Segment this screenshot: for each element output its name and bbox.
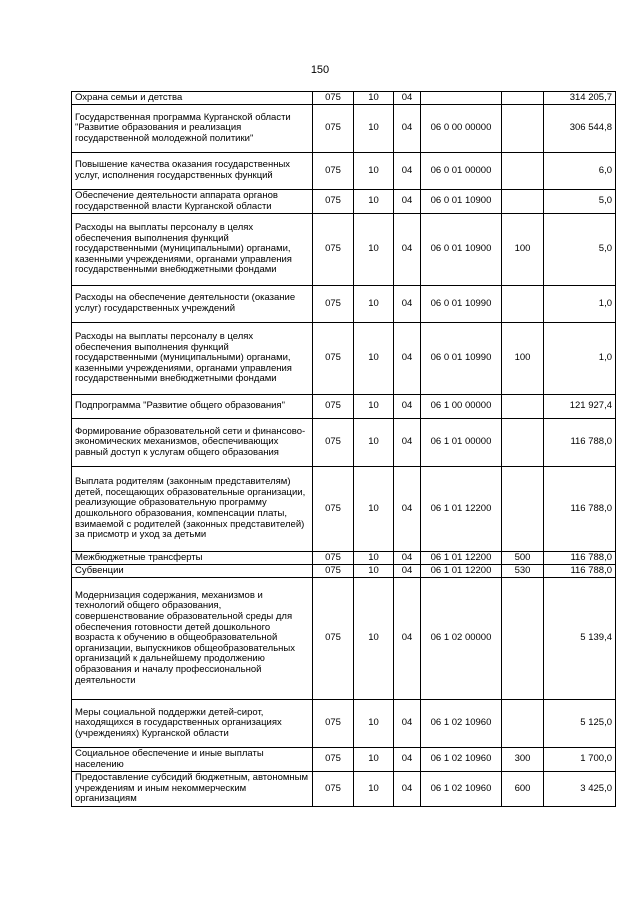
row-target-article-code: 06 1 01 12200 [421,467,502,552]
table-row [72,700,616,748]
row-ved-code: 075 [313,467,354,552]
row-name: Модернизация содержания, механизмов и технологий общего образования, совершенствование образовательной среды для обеспечения готовности детей дошкольного возраста к обучению в общеобразовательной организации, выпускников общеобразовательных организаций к дальнейшему продолжению образования и началу профессиональной деятельности [72,578,313,700]
table-row [72,105,616,153]
row-subsection-code: 04 [394,552,421,565]
row-subsection-code: 04 [394,748,421,772]
row-target-article-code: 06 0 01 00000 [421,153,502,190]
row-amount: 116 788,0 [544,552,616,565]
table-row [72,214,616,286]
row-amount: 306 544,8 [544,105,616,153]
row-ved-code: 075 [313,748,354,772]
row-amount: 3 425,0 [544,772,616,807]
row-section-code: 10 [354,92,394,105]
row-expense-type-code [502,286,544,323]
row-name: Расходы на выплаты персоналу в целях обеспечения выполнения функций государственными (муниципальными) органами, казенными учреждениями, органами управления государственными внебюджетными фондами [72,214,313,286]
row-ved-code: 075 [313,153,354,190]
row-expense-type-code [502,92,544,105]
row-target-article-code: 06 1 02 10960 [421,772,502,807]
row-target-article-code: 06 1 01 12200 [421,552,502,565]
row-amount: 5,0 [544,190,616,214]
row-subsection-code: 04 [394,286,421,323]
row-amount: 116 788,0 [544,467,616,552]
row-section-code: 10 [354,323,394,395]
row-target-article-code: 06 0 01 10900 [421,190,502,214]
row-ved-code: 075 [313,565,354,578]
row-section-code: 10 [354,565,394,578]
table-row [72,772,616,807]
row-subsection-code: 04 [394,153,421,190]
row-subsection-code: 04 [394,467,421,552]
row-amount: 1,0 [544,323,616,395]
row-expense-type-code: 600 [502,772,544,807]
table-row [72,552,616,565]
row-target-article-code: 06 1 00 00000 [421,395,502,419]
row-amount: 5,0 [544,214,616,286]
row-subsection-code: 04 [394,578,421,700]
row-section-code: 10 [354,700,394,748]
row-name: Формирование образовательной сети и финансово-экономических механизмов, обеспечивающих равный доступ к услугам общего образования [72,419,313,467]
row-expense-type-code [502,467,544,552]
row-name: Меры социальной поддержки детей-сирот, находящихся в государственных организациях (учреждениях) Курганской области [72,700,313,748]
row-ved-code: 075 [313,323,354,395]
row-ved-code: 075 [313,395,354,419]
row-target-article-code [421,92,502,105]
row-target-article-code: 06 0 00 00000 [421,105,502,153]
row-target-article-code: 06 1 02 10960 [421,700,502,748]
table-row [72,395,616,419]
row-ved-code: 075 [313,578,354,700]
row-subsection-code: 04 [394,105,421,153]
row-section-code: 10 [354,190,394,214]
row-expense-type-code [502,105,544,153]
row-ved-code: 075 [313,190,354,214]
row-ved-code: 075 [313,552,354,565]
row-expense-type-code [502,153,544,190]
table-row [72,578,616,700]
row-name: Государственная программа Курганской области "Развитие образования и реализация государственной молодежной политики" [72,105,313,153]
row-name: Социальное обеспечение и иные выплаты населению [72,748,313,772]
row-section-code: 10 [354,419,394,467]
row-amount: 5 139,4 [544,578,616,700]
row-section-code: 10 [354,105,394,153]
row-subsection-code: 04 [394,92,421,105]
table-row [72,286,616,323]
row-name: Расходы на выплаты персоналу в целях обеспечения выполнения функций государственными (муниципальными) органами, казенными учреждениями, органами управления государственными внебюджетными фондами [72,323,313,395]
row-section-code: 10 [354,772,394,807]
row-amount: 116 788,0 [544,565,616,578]
row-amount: 1,0 [544,286,616,323]
row-expense-type-code: 100 [502,323,544,395]
row-section-code: 10 [354,286,394,323]
row-name: Охрана семьи и детства [72,92,313,105]
row-subsection-code: 04 [394,323,421,395]
table-row [72,565,616,578]
row-expense-type-code: 300 [502,748,544,772]
table-body [72,92,616,807]
row-name: Повышение качества оказания государственных услуг, исполнения государственных функций [72,153,313,190]
table-row [72,92,616,105]
row-subsection-code: 04 [394,419,421,467]
row-target-article-code: 06 1 01 00000 [421,419,502,467]
row-expense-type-code: 500 [502,552,544,565]
row-name: Обеспечение деятельности аппарата органов государственной власти Курганской области [72,190,313,214]
row-name: Межбюджетные трансферты [72,552,313,565]
row-subsection-code: 04 [394,190,421,214]
row-amount: 6,0 [544,153,616,190]
row-target-article-code: 06 0 01 10990 [421,286,502,323]
row-ved-code: 075 [313,286,354,323]
row-expense-type-code [502,419,544,467]
row-target-article-code: 06 0 01 10900 [421,214,502,286]
row-ved-code: 075 [313,92,354,105]
row-amount: 314 205,7 [544,92,616,105]
row-amount: 5 125,0 [544,700,616,748]
page-number: 150 [310,64,330,76]
row-ved-code: 075 [313,214,354,286]
row-section-code: 10 [354,395,394,419]
row-amount: 121 927,4 [544,395,616,419]
row-name: Предоставление субсидий бюджетным, автономным учреждениям и иным некоммерческим организациям [72,772,313,807]
row-subsection-code: 04 [394,565,421,578]
row-target-article-code: 06 1 02 10960 [421,748,502,772]
row-target-article-code: 06 1 02 00000 [421,578,502,700]
table-row [72,190,616,214]
row-section-code: 10 [354,214,394,286]
row-section-code: 10 [354,153,394,190]
row-ved-code: 075 [313,105,354,153]
row-expense-type-code [502,190,544,214]
row-name: Расходы на обеспечение деятельности (оказание услуг) государственных учреждений [72,286,313,323]
row-target-article-code: 06 0 01 10990 [421,323,502,395]
table-row [72,748,616,772]
row-subsection-code: 04 [394,214,421,286]
row-expense-type-code [502,395,544,419]
row-subsection-code: 04 [394,772,421,807]
row-amount: 1 700,0 [544,748,616,772]
row-expense-type-code [502,700,544,748]
budget-table [71,91,616,807]
row-section-code: 10 [354,748,394,772]
table-row [72,323,616,395]
row-expense-type-code: 100 [502,214,544,286]
row-subsection-code: 04 [394,395,421,419]
row-subsection-code: 04 [394,700,421,748]
table-row [72,153,616,190]
row-expense-type-code: 530 [502,565,544,578]
row-name: Подпрограмма "Развитие общего образования" [72,395,313,419]
row-ved-code: 075 [313,700,354,748]
row-name: Выплата родителям (законным представителям) детей, посещающих образовательные организации, реализующие образовательную программу дошкольного образования, компенсации платы, взимаемой с родителей (законных представителей) за присмотр и уход за детьми [72,467,313,552]
row-target-article-code: 06 1 01 12200 [421,565,502,578]
row-ved-code: 075 [313,419,354,467]
row-amount: 116 788,0 [544,419,616,467]
row-name: Субвенции [72,565,313,578]
table-row [72,419,616,467]
row-section-code: 10 [354,578,394,700]
row-ved-code: 075 [313,772,354,807]
row-section-code: 10 [354,552,394,565]
row-expense-type-code [502,578,544,700]
row-section-code: 10 [354,467,394,552]
table-row [72,467,616,552]
